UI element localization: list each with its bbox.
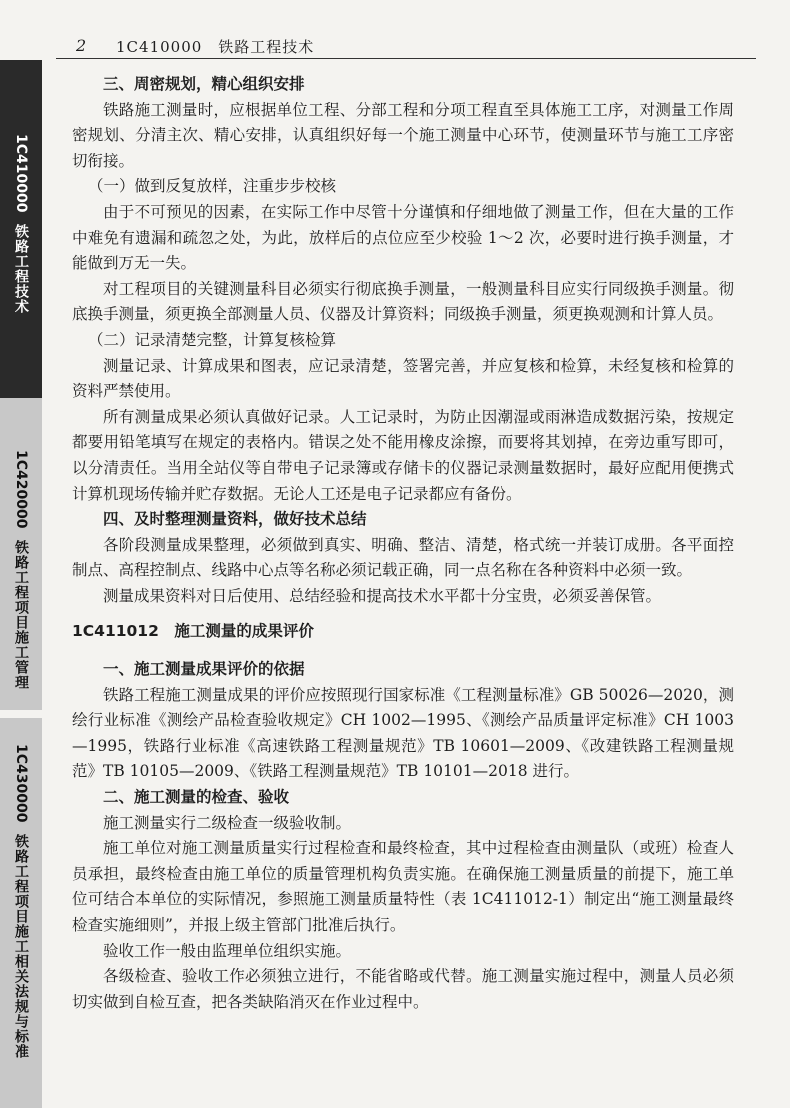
- paragraph: 施工单位对施工测量质量实行过程检查和最终检查，其中过程检查由测量队（或班）检查人员承担，最终检查由施工单位的质量管理机构负责实施。在确保施工测量质量的前提下，施工单位可结合本单位的实际情况，参照施工测量质量特性（表 1C411012-1）制定出“施工测量最终检查实施细则”，并报上级主管部门批准后执行。: [72, 839, 734, 934]
- subsection-heading: （一）做到反复放样，注重步步校核: [88, 177, 337, 196]
- paragraph: 铁路施工测量时，应根据单位工程、分部工程和分项工程直至具体施工工序，对测量工作周密规划、分清主次、精心安排，认真组织好每一个施工测量中心环节，使测量环节与施工工序密切衔接。: [72, 100, 734, 170]
- side-tab-divider: [0, 710, 42, 718]
- section-heading: 三、周密规划，精心组织安排: [103, 75, 305, 93]
- subsection-heading: （二）记录清楚完整，计算复核检算: [88, 330, 337, 349]
- side-tab-title: 铁路工程项目施工相关法规与标准: [13, 834, 29, 1060]
- paragraph: 验收工作一般由监理单位组织实施。: [103, 941, 352, 960]
- side-tab-code: 1C420000: [13, 450, 29, 529]
- page-header: [0, 0, 790, 60]
- side-tab-1c420000: [0, 398, 42, 710]
- paragraph: 所有测量成果必须认真做好记录。人工记录时，为防止因潮湿或雨淋造成数据污染，按规定都要用铅笔填写在规定的表格内。错误之处不能用橡皮涂擦，而要将其划掉，在旁边重写即可，以分清责任。当用全站仪等自带电子记录簿或存储卡的仪器记录测量数据时，最好应配用便携式计算机现场传输并贮存数据。无论人工还是电子记录都应有备份。: [72, 407, 734, 503]
- header-rule: [56, 58, 756, 59]
- paragraph: 各级检查、验收工作必须独立进行，不能省略或代替。施工测量实施过程中，测量人员必须切实做到自检互查，把各类缺陷消灭在作业过程中。: [72, 967, 734, 1011]
- page-number: 2: [76, 36, 87, 55]
- paragraph: 施工测量实行二级检查一级验收制。: [103, 813, 352, 832]
- article-title: 1C411012 施工测量的成果评价: [72, 622, 314, 641]
- paragraph: 各阶段测量成果整理，必须做到真实、明确、整洁、清楚，格式统一并装订成册。各平面控制点、高程控制点、线路中心点等名称必须记载正确，同一点名称在各种资料中必须一致。: [72, 535, 734, 580]
- section-heading: 一、施工测量成果评价的依据: [103, 660, 305, 679]
- paragraph: 铁路工程施工测量成果的评价应按照现行国家标准《工程测量标准》GB 50026—2020，测绘行业标准《测绘产品检查验收规定》CH 1002—1995、《测绘产品质量评定标准》CH 1003—1995，铁路行业标准《高速铁路工程测量规范》TB 10601—2009、《改建铁路工程测量规范》TB 10105—2009、《铁路工程测量规范》TB 10101—2018 进行。: [72, 685, 734, 781]
- chapter-title: 1C410000 铁路工程技术: [116, 38, 315, 56]
- side-tab-code: 1C410000: [13, 134, 29, 213]
- section-heading: 四、及时整理测量资料，做好技术总结: [103, 510, 367, 529]
- page-body: [72, 72, 734, 1015]
- paragraph: 由于不可预见的因素，在实际工作中尽管十分谨慎和仔细地做了测量工作，但在大量的工作中难免有遗漏和疏忽之处，为此，放样后的点位应至少校验 1～2 次，必要时进行换手测量，才能做到万无一失。: [72, 202, 734, 273]
- paragraph: 测量成果资料对日后使用、总结经验和提高技术水平都十分宝贵，必须妥善保管。: [103, 586, 662, 605]
- side-tab-1c430000: [0, 718, 42, 1108]
- side-tab-code: 1C430000: [13, 744, 29, 823]
- section-heading: 二、施工测量的检查、验收: [103, 788, 290, 807]
- side-tab-title: 铁路工程项目施工管理: [13, 540, 29, 691]
- paragraph: 测量记录、计算成果和图表，应记录清楚，签署完善，并应复核和检算，未经复核和检算的资料严禁使用。: [72, 356, 734, 401]
- paragraph: 对工程项目的关键测量科目必须实行彻底换手测量，一般测量科目应实行同级换手测量。彻底换手测量，须更换全部测量人员、仪器及计算资料；同级换手测量，须更换观测和计算人员。: [72, 279, 734, 324]
- side-tab-title: 铁路工程技术: [13, 224, 29, 315]
- side-tab-1c410000: [0, 60, 42, 398]
